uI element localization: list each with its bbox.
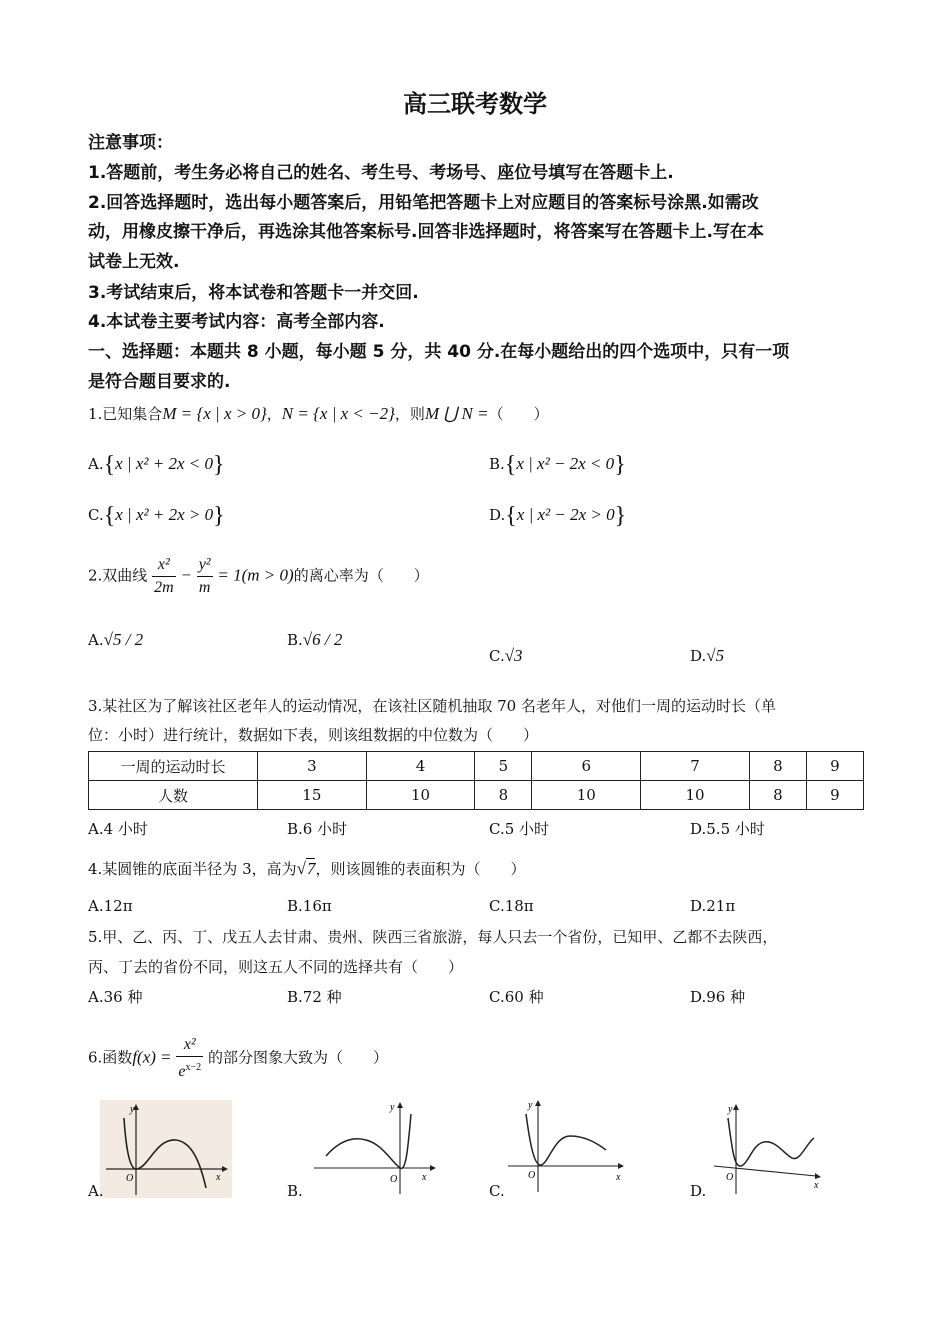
set-m: M = {x | x > 0}: [162, 404, 267, 423]
question-3-line-1: 3.某社区为了解该社区老年人的运动情况，在该社区随机抽取 70 名老年人，对他们一周的运动时长（单: [88, 697, 776, 715]
table-cell: 3: [258, 752, 367, 781]
q5-option-d[interactable]: D.96 种: [690, 988, 746, 1006]
svg-text:y: y: [528, 1100, 533, 1111]
q4-option-c[interactable]: C.18π: [489, 897, 534, 915]
table-cell: 9: [806, 752, 863, 781]
table-cell: 10: [366, 781, 475, 810]
question-1-stem: 1.已知集合M = {x | x > 0}，N = {x | x < −2}，则M ⋃ N =（ ）: [88, 404, 549, 423]
table-cell: 8: [475, 781, 532, 810]
svg-text:x: x: [814, 1180, 819, 1191]
notice-item-2-line-2: 动，用橡皮擦干净后，再选涂其他答案标号.回答非选择题时，将答案写在答题卡上.写在本: [88, 222, 764, 242]
q2-option-a[interactable]: A.√5 / 2: [88, 630, 144, 649]
q1-option-b[interactable]: B.{x | x² − 2x < 0}: [489, 452, 626, 478]
svg-text:O: O: [726, 1172, 734, 1183]
set-n: N = {x | x < −2}: [281, 404, 395, 423]
section-heading-line-1: 一、选择题：本题共 8 小题，每小题 5 分，共 40 分.在每小题给出的四个选项中，只有一项: [88, 342, 790, 362]
notice-item-1: 1.答题前，考生务必将自己的姓名、考生号、考场号、座位号填写在答题卡上.: [88, 163, 674, 183]
table-cell: 15: [258, 781, 367, 810]
table-row: [89, 781, 864, 810]
union-expr: M ⋃ N =: [424, 404, 489, 423]
graph-option-a[interactable]: [100, 1100, 232, 1198]
q5-option-a[interactable]: A.36 种: [88, 988, 143, 1006]
graph-option-c[interactable]: [506, 1096, 630, 1196]
q2-option-d[interactable]: D.√5: [690, 646, 725, 665]
table-header-cell: 人数: [89, 781, 258, 810]
table-header-cell: 一周的运动时长: [89, 752, 258, 781]
table-cell: 8: [749, 781, 806, 810]
question-5-line-1: 5.甲、乙、丙、丁、戊五人去甘肃、贵州、陕西三省旅游，每人只去一个省份，已知甲、乙都不去陕西，: [88, 928, 778, 946]
q6-option-b[interactable]: B.: [287, 1182, 303, 1200]
question-2-stem: 2.双曲线 $\frac{\text{x²}}{2m}$ − $\frac{\text{y²}}{m}$ = 1(m > 0)的离心率为（ ）: [88, 554, 863, 599]
table-cell: 6: [532, 752, 641, 781]
q3-option-d[interactable]: D.5.5 小时: [690, 820, 765, 838]
fraction-x2-2m: $\frac{\text{x²}}{2m}$: [154, 556, 174, 596]
sqrt-7: 7: [306, 859, 316, 878]
q4-option-d[interactable]: D.21π: [690, 897, 736, 915]
svg-text:y: y: [390, 1102, 395, 1113]
svg-text:x: x: [422, 1172, 427, 1183]
q1-option-a[interactable]: A.{x | x² + 2x < 0}: [88, 452, 225, 478]
table-cell: 8: [749, 752, 806, 781]
exercise-data-table: [88, 751, 864, 810]
svg-text:x: x: [616, 1172, 621, 1183]
notice-item-3: 3.考试结束后，将本试卷和答题卡一并交回.: [88, 283, 419, 303]
question-3-line-2: 位：小时）进行统计，数据如下表，则该组数据的中位数为（ ）: [88, 726, 539, 744]
q2-option-c[interactable]: C.√3: [489, 646, 523, 665]
table-row: [89, 752, 864, 781]
svg-text:O: O: [528, 1170, 536, 1181]
notice-heading: 注意事项：: [88, 133, 173, 153]
fraction-function: $\frac{\text{x²}}{e^{x-2}}$: [178, 1036, 202, 1080]
q5-option-c[interactable]: C.60 种: [489, 988, 544, 1006]
q1-option-c[interactable]: C.{x | x² + 2x > 0}: [88, 503, 225, 529]
question-4-stem: 4.某圆锥的底面半径为 3，高为√7，则该圆锥的表面积为（ ）: [88, 859, 526, 878]
table-cell: 5: [475, 752, 532, 781]
q4-option-a[interactable]: A.12π: [88, 897, 133, 915]
table-cell: 4: [366, 752, 475, 781]
graph-option-b[interactable]: [312, 1098, 440, 1198]
q3-option-c[interactable]: C.5 小时: [489, 820, 550, 838]
q5-option-b[interactable]: B.72 种: [287, 988, 342, 1006]
table-cell: 7: [641, 752, 750, 781]
fraction-y2-m: $\frac{\text{y²}}{m}$: [198, 556, 211, 596]
q3-option-a[interactable]: A.4 小时: [88, 820, 148, 838]
question-6-stem: 6.函数f(x) = $\frac{\text{x²}}{e^{x-2}}$ 的部分图象大致为（ ）: [88, 1034, 863, 1083]
q3-option-b[interactable]: B.6 小时: [287, 820, 348, 838]
q6-option-c[interactable]: C.: [489, 1182, 505, 1200]
q4-option-b[interactable]: B.16π: [287, 897, 332, 915]
page-title: 高三联考数学: [403, 90, 547, 118]
notice-item-2-line-3: 试卷上无效.: [88, 252, 180, 272]
svg-text:O: O: [390, 1174, 398, 1185]
q6-option-a[interactable]: A.: [88, 1182, 104, 1200]
svg-text:O: O: [126, 1173, 134, 1184]
svg-text:y: y: [130, 1104, 135, 1115]
q6-option-d[interactable]: D.: [690, 1182, 707, 1200]
graph-option-d[interactable]: [712, 1100, 828, 1198]
question-5-line-2: 丙、丁去的省份不同，则这五人不同的选择共有（ ）: [88, 958, 464, 976]
notice-item-4: 4.本试卷主要考试内容：高考全部内容.: [88, 312, 385, 332]
q2-option-b[interactable]: B.√6 / 2: [287, 630, 343, 649]
svg-text:y: y: [728, 1104, 733, 1115]
table-cell: 10: [641, 781, 750, 810]
notice-item-2-line-1: 2.回答选择题时，选出每小题答案后，用铅笔把答题卡上对应题目的答案标号涂黑.如需改: [88, 193, 759, 213]
svg-text:x: x: [216, 1172, 221, 1183]
q1-option-d[interactable]: D.{x | x² − 2x > 0}: [489, 503, 627, 529]
section-heading-line-2: 是符合题目要求的.: [88, 372, 231, 392]
table-cell: 10: [532, 781, 641, 810]
table-cell: 9: [806, 781, 863, 810]
